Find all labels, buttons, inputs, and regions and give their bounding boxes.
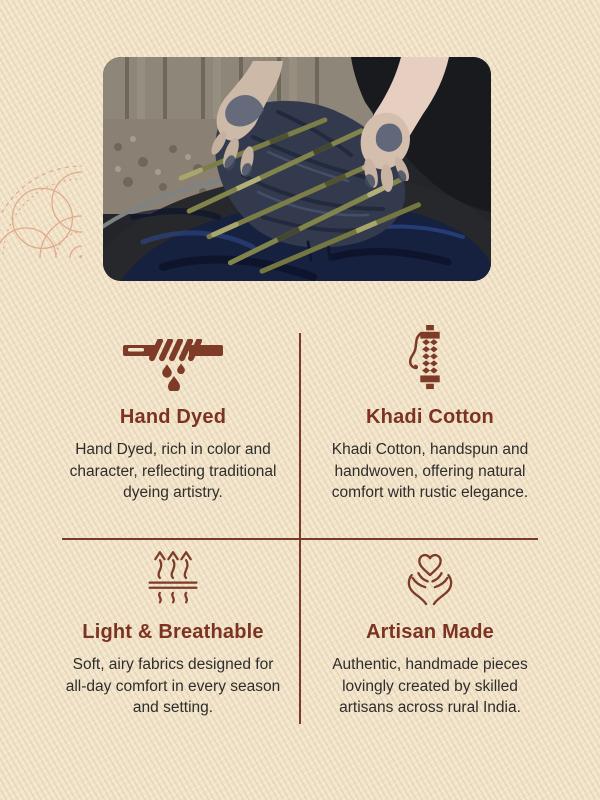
hero-photo-indigo-dyeing (103, 57, 491, 281)
feature-title: Light & Breathable (82, 621, 264, 643)
feature-hand-dyed (62, 333, 300, 538)
feature-light-breathable (62, 548, 300, 755)
hands-heart-icon (400, 550, 460, 606)
dye-rod-icon (123, 339, 223, 391)
feature-icon-wrap (408, 333, 452, 391)
feature-icon-wrap (123, 333, 223, 391)
feature-title: Artisan Made (366, 621, 494, 643)
feature-title: Hand Dyed (119, 406, 227, 428)
feature-khadi-cotton (300, 333, 538, 538)
feature-icon-wrap (400, 548, 460, 606)
feature-icon-wrap (144, 548, 202, 606)
airflow-icon (144, 548, 202, 606)
mandala-decoration-top-left (0, 58, 82, 258)
features-grid (62, 333, 538, 755)
indigo-dyeing-illustration (103, 57, 491, 281)
feature-artisan-made (300, 548, 538, 755)
feature-description: Khadi Cotton, handspun and handwoven, offering natural comfort with rustic elegance. (331, 441, 529, 501)
feature-description: Authentic, handmade pieces lovingly created by skilled artisans across rural India. (332, 656, 528, 716)
feature-description: Hand Dyed, rich in color and character, reflecting traditional dyeing artistry. (69, 441, 277, 501)
thread-spool-icon (408, 325, 452, 391)
mandala-decoration-right (532, 217, 600, 387)
feature-description: Soft, airy fabrics designed for all-day comfort in every season and setting. (65, 656, 281, 716)
feature-title: Khadi Cotton (366, 406, 494, 428)
